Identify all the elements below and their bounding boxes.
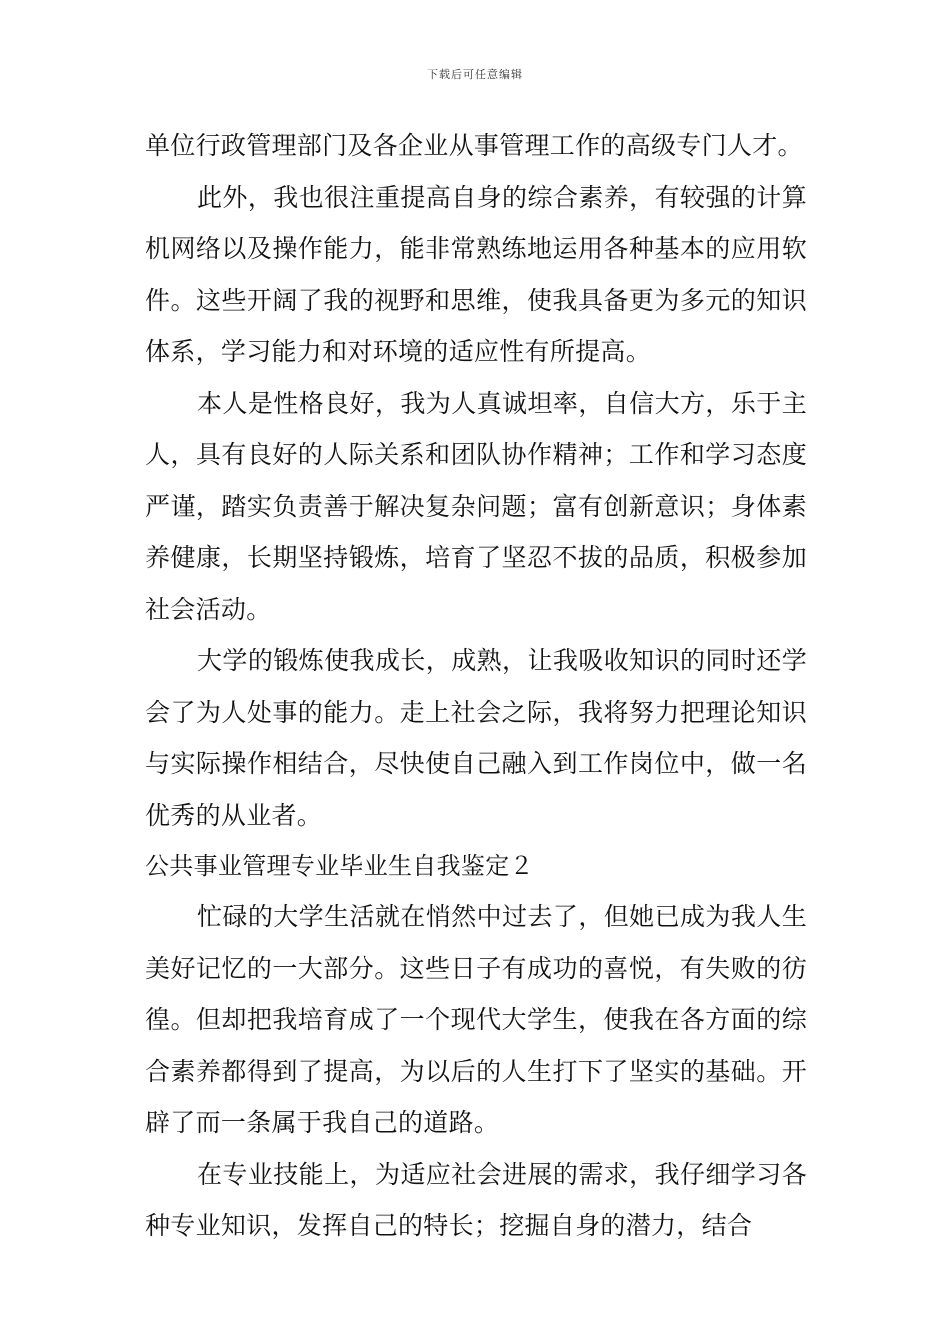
paragraph-2: 此外，我也很注重提高自身的综合素养，有较强的计算机网络以及操作能力，能非常熟练地运用各种基本的应用软件。这些开阔了我的视野和思维，使我具备更为多元的知识体系，学习能力和对环境的适应性有所提高。: [145, 182, 807, 366]
section-paragraph-1: 忙碌的大学生活就在悄然中过去了，但她已成为我人生美好记忆的一大部分。这些日子有成功的喜悦，有失败的彷徨。但却把我培育成了一个现代大学生，使我在各方面的综合素养都得到了提高，为以后的人生打下了坚实的基础。开辟了而一条属于我自己的道路。: [145, 902, 807, 1137]
paragraph-4: 大学的锻炼使我成长，成熟，让我吸收知识的同时还学会了为人处事的能力。走上社会之际，我将努力把理论知识与实际操作相结合，尽快使自己融入到工作岗位中，做一名优秀的从业者。: [145, 646, 807, 830]
section-paragraph-2: 在专业技能上，为适应社会进展的需求，我仔细学习各种专业知识，发挥自己的特长；挖掘自身的潜力，结合: [145, 1159, 807, 1240]
page-header-note: 下载后可任意编辑: [427, 68, 523, 81]
section-title: 公共事业管理专业毕业生自我鉴定２: [145, 852, 534, 880]
document-body: [145, 120, 807, 1252]
paragraph-3: 本人是性格良好，我为人真诚坦率，自信大方，乐于主人，具有良好的人际关系和团队协作精神；工作和学习态度严谨，踏实负责善于解决复杂问题；富有创新意识；身体素养健康，长期坚持锻炼，培育了坚忍不拔的品质，积极参加社会活动。: [145, 388, 807, 624]
paragraph-1: 单位行政管理部门及各企业从事管理工作的高级专门人才。: [145, 131, 803, 160]
